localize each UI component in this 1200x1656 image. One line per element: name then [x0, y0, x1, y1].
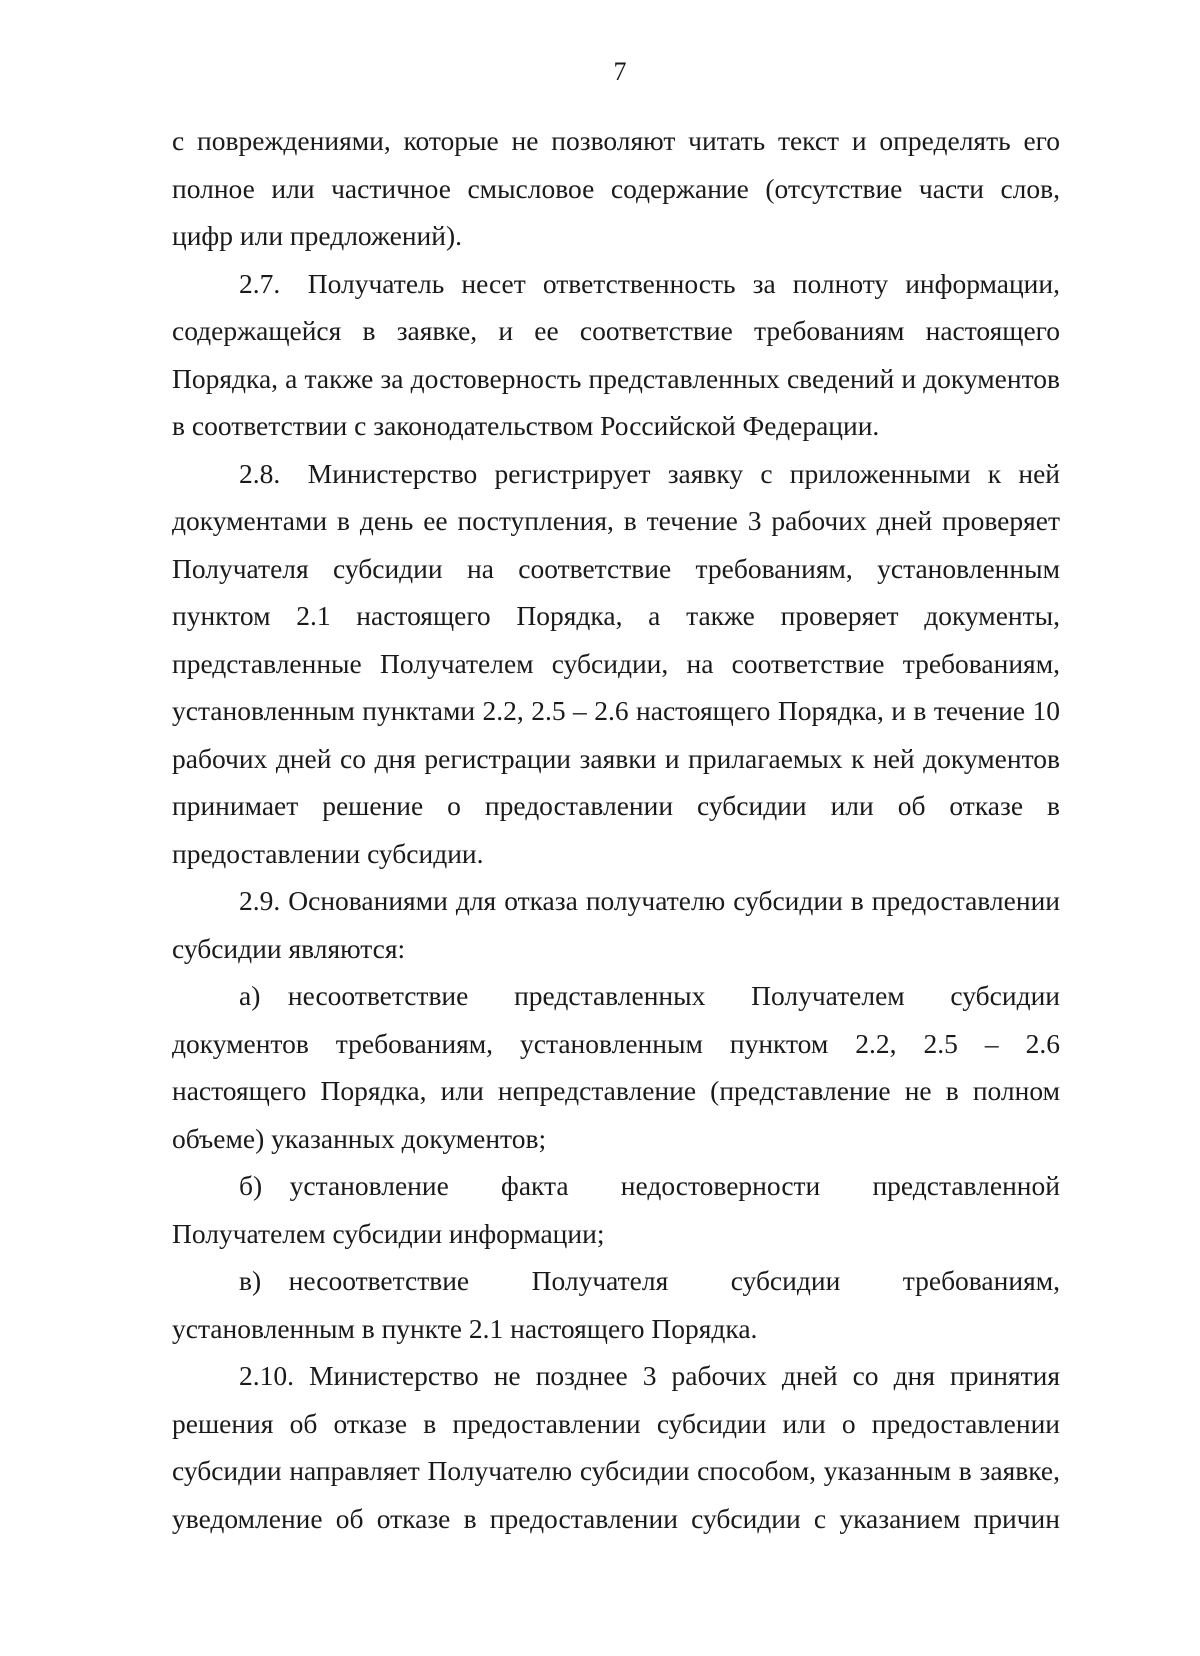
paragraph-2-9-item-a: а) несоответствие представленных Получателем субсидии документов требованиям, установленным пунктом 2.2, 2.5 – 2.6 настоящего Порядка, или непредставление (представление не в полном объеме) указанных документов; [172, 980, 1060, 1154]
paragraph-2-10: 2.10. Министерство не позднее 3 рабочих дней со дня принятия решения об отказе в предоставлении субсидии или о предоставлении субсидии направляет Получателю субсидии способом, указанным в заявке, уведомление об отказе в предоставлении субсидии с указанием причин [172, 1360, 1060, 1534]
document-body [172, 117, 1060, 1542]
paragraph-2-9-item-v: в) несоответствие Получателя субсидии требованиям, установленным в пункте 2.1 настоящего Порядка. [172, 1265, 1060, 1344]
paragraph-continuation: с повреждениями, которые не позволяют читать текст и определять его полное или частичное смысловое содержание (отсутствие части слов, цифр или предложений). [172, 125, 1060, 251]
page-number: 7 [613, 57, 627, 86]
paragraph-2-8: 2.8. Министерство регистрирует заявку с приложенными к ней документами в день ее поступления, в течение 3 рабочих дней проверяет Получателя субсидии на соответствие требованиям, установленным пунктом 2.1 настоящего Порядка, а также проверяет документы, представленные Получателем субсидии, на соответствие требованиям, установленным пунктами 2.2, 2.5 – 2.6 настоящего Порядка, и в течение 10 рабочих дней со дня регистрации заявки и прилагаемых к ней документов принимает решение о предоставлении субсидии или об отказе в предоставлении субсидии. [172, 457, 1060, 869]
paragraph-2-7: 2.7. Получатель несет ответственность за полноту информации, содержащейся в заявке, и ее соответствие требованиям настоящего Порядка, а также за достоверность представленных сведений и документов в соответствии с законодательством Российской Федерации. [172, 267, 1060, 441]
paragraph-2-9-item-b: б) установление факта недостоверности представленной Получателем субсидии информации; [172, 1170, 1060, 1249]
paragraph-2-9: 2.9. Основаниями для отказа получателю субсидии в предоставлении субсидии являются: [172, 885, 1060, 964]
